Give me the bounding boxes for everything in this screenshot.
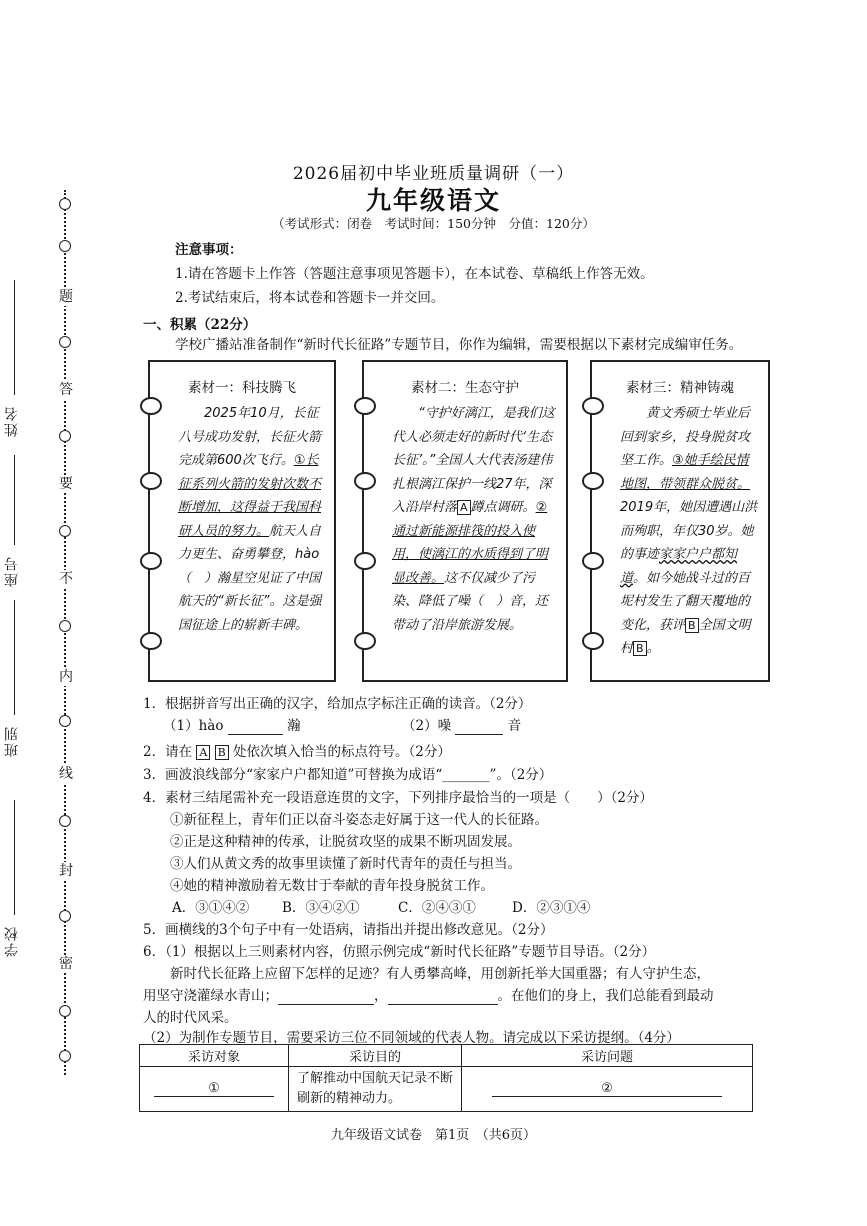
ring-icon (582, 397, 604, 415)
binding-char: 封 (59, 863, 73, 879)
ring-icon (582, 472, 604, 490)
question-4-option: ②正是这种精神的传承，让脱贫攻坚的成果不断巩固发展。 (170, 834, 521, 850)
material-title: 素材二：生态守护 (411, 380, 519, 396)
binding-circle (59, 1005, 71, 1017)
box-b: B (215, 745, 229, 760)
table-cell: 了解推动中国航天记录不断刷新的精神动力。 (289, 1067, 462, 1112)
answer-blank[interactable] (455, 718, 503, 735)
exam-info: （考试形式：闭卷 考试时间：150分钟 分值：120分） (272, 216, 595, 231)
underlined-sentence: ①长征系列火箭的发射次数不断增加，这得益于我国科研人员的努力。 (178, 453, 322, 539)
ring-icon (140, 472, 162, 490)
material-text: 。 (646, 641, 660, 656)
ring-icon (140, 552, 162, 570)
binding-circle (59, 336, 71, 348)
answer-blank[interactable] (278, 988, 374, 1005)
binding-char: 不 (59, 571, 73, 587)
note-item: 2.考试结束后，将本试卷和答题卡一并交回。 (175, 290, 445, 306)
answer-blank[interactable] (228, 718, 283, 735)
material-title: 素材三：精神铸魂 (626, 380, 734, 396)
seat-field-line[interactable] (14, 455, 15, 545)
question-6-text: 人的时代风采。 (143, 1010, 238, 1026)
table-cell-text: ② (492, 1081, 722, 1097)
question-5: 5．画横线的3个句子中有一处语病，请指出并提出修改意见。（2分） (143, 922, 554, 938)
material-card (148, 360, 336, 682)
name-field-label: 姓名 (4, 405, 20, 437)
table-cell[interactable] (462, 1067, 753, 1112)
school-field-label: 学校 (4, 925, 20, 957)
material-text: 航天人自力更生、奋勇攀登，hào（ ）瀚星空见证了中国航天的“新长征”。这是强国征途上的崭新丰碑。 (178, 523, 322, 633)
binding-circle (59, 1050, 71, 1062)
question-6-part-2: （2）为制作专题节目，需要采访三位不同领域的代表人物。请完成以下采访提纲。（4分） (143, 1030, 680, 1046)
material-text: 黄文秀硕士毕业后回到家乡，投身脱贫攻坚工作。 (620, 406, 751, 468)
ring-icon (354, 397, 376, 415)
binding-circle (59, 430, 71, 442)
question-3: 3．画波浪线部分“家家户户都知道”可替换为成语“_______”。（2分） (143, 767, 553, 783)
question-1b-suffix: 音 (507, 718, 522, 734)
underlined-sentence: ③她手绘民情地图，带领群众脱贫。 (620, 453, 751, 492)
table-header: 采访对象 (140, 1045, 289, 1067)
material-text: 。如今她战斗过的百坭村发生了翻天覆地的变化，获评 (620, 570, 751, 633)
binding-circle (59, 620, 71, 632)
question-6-text-part: 。在他们的身上，我们总能看到最动 (497, 988, 714, 1004)
blank-box: B (685, 618, 699, 633)
table-row (140, 1067, 753, 1112)
box-a: A (196, 745, 210, 760)
underlined-sentence: ②通过新能源排筏的投入使用，使漓江的水质得到了明显改善。 (392, 500, 549, 586)
exam-title: 2026届初中毕业班质量调研（一） (292, 164, 575, 184)
ring-icon (582, 632, 604, 650)
ring-icon (354, 552, 376, 570)
material-text: 全国文明村 (620, 617, 751, 656)
question-1a-suffix: 瀚 (287, 718, 301, 734)
notes-heading: 注意事项： (175, 242, 243, 258)
material-card (362, 360, 568, 682)
binding-char: 密 (59, 956, 73, 972)
ring-icon (354, 632, 376, 650)
question-6-text-part: 用坚守浇灌绿水青山； (143, 988, 278, 1004)
class-field-line[interactable] (14, 600, 15, 715)
table-header-row (140, 1045, 753, 1067)
blank-box: A (457, 500, 471, 515)
table-header: 采访目的 (289, 1045, 462, 1067)
material-body (178, 402, 324, 637)
material-title: 素材一：科技腾飞 (188, 380, 296, 396)
material-text: 2019年，她因遭遇山洪而殉职，年仅30岁。她的事迹 (620, 500, 758, 562)
binding-circle (59, 910, 71, 922)
binding-dotted-line (64, 190, 66, 1075)
question-6-text-part: ， (374, 988, 388, 1004)
subject-title: 九年级语文 (365, 186, 501, 215)
binding-char: 要 (59, 476, 73, 492)
material-body (392, 402, 556, 637)
question-6-text (143, 984, 714, 1005)
section-intro: 学校广播站准备制作“新时代长征路”专题节目，你作为编辑，需要根据以下素材完成编审任务。 (175, 337, 743, 353)
seat-field-label: 座号 (4, 555, 20, 587)
binding-circle (59, 240, 71, 252)
question-2-prefix: 2．请在 (143, 744, 193, 760)
page-footer: 九年级语文试卷 第1页 （共6页） (330, 1128, 537, 1143)
choice-d[interactable]: D．②③①④ (512, 900, 591, 916)
question-6: 6．（1）根据以上三则素材内容，仿照示例完成“新时代长征路”专题节目导语。（2分） (143, 944, 656, 960)
table-header: 采访问题 (462, 1045, 753, 1067)
question-2-suffix: 处依次填入恰当的标点符号。（2分） (233, 744, 451, 760)
interview-table (139, 1044, 753, 1112)
wavy-phrase: 家家户户都知道 (620, 547, 738, 586)
question-4-option: ④她的精神激励着无数甘于奉献的青年投身脱贫工作。 (170, 878, 494, 894)
choice-b[interactable]: B．③④②① (282, 900, 360, 916)
material-text: “守护好漓江，是我们这代人必须走好的新时代‘生态长征’。”全国人大代表汤建伟扎根漓江保护一线27年，深入沿岸村落 (392, 406, 555, 515)
name-field-line[interactable] (14, 280, 15, 395)
binding-char: 题 (59, 289, 73, 305)
binding-char: 内 (59, 669, 73, 685)
material-text: 2025年10月，长征八号成功发射，长征火箭完成第600次飞行。 (178, 406, 322, 468)
section-heading: 一、积累（22分） (143, 317, 257, 333)
blank-box: B (633, 641, 647, 656)
material-text: 蹲点调研。 (470, 500, 536, 515)
binding-circle (59, 815, 71, 827)
question-1b-prefix: （2）噪 (402, 718, 452, 734)
question-4-option: ③人们从黄文秀的故事里读懂了新时代青年的责任与担当。 (170, 856, 521, 872)
table-cell-text: ① (154, 1081, 274, 1097)
binding-circle (59, 715, 71, 727)
question-1: 1．根据拼音写出正确的汉字，给加点字标注正确的读音。（2分） (143, 696, 532, 712)
binding-circle (59, 525, 71, 537)
material-body (620, 402, 758, 661)
ring-icon (140, 632, 162, 650)
note-item: 1.请在答题卡上作答（答题注意事项见答题卡），在本试卷、草稿纸上作答无效。 (175, 266, 654, 282)
binding-char: 线 (59, 766, 73, 782)
ring-icon (354, 472, 376, 490)
choice-a[interactable]: A．③①④② (172, 900, 250, 916)
question-4-option: ①新征程上，青年们正以奋斗姿态走好属于这一代人的长征路。 (170, 812, 548, 828)
choice-c[interactable]: C．②④③① (398, 900, 476, 916)
school-field-line[interactable] (14, 800, 15, 915)
material-card (590, 360, 770, 682)
answer-blank[interactable] (388, 988, 498, 1005)
class-field-label: 班别 (4, 725, 20, 757)
question-1a-prefix: （1）hào (163, 718, 224, 734)
ring-icon (140, 397, 162, 415)
question-2 (143, 740, 451, 760)
question-1-item-1 (163, 714, 301, 735)
binding-char: 答 (59, 382, 73, 398)
material-text: 这不仅减少了污染、降低了噪（ ）音，还带动了沿岸旅游发展。 (392, 570, 549, 633)
question-6-text: 新时代长征路上应留下怎样的足迹？有人勇攀高峰，用创新托举大国重器；有人守护生态， (143, 966, 710, 982)
question-4: 4．素材三结尾需补充一段语意连贯的文字，下列排序最恰当的一项是（ ）（2分） (143, 790, 653, 806)
ring-icon (582, 552, 604, 570)
table-cell[interactable] (140, 1067, 289, 1112)
question-1-item-2 (402, 714, 521, 735)
